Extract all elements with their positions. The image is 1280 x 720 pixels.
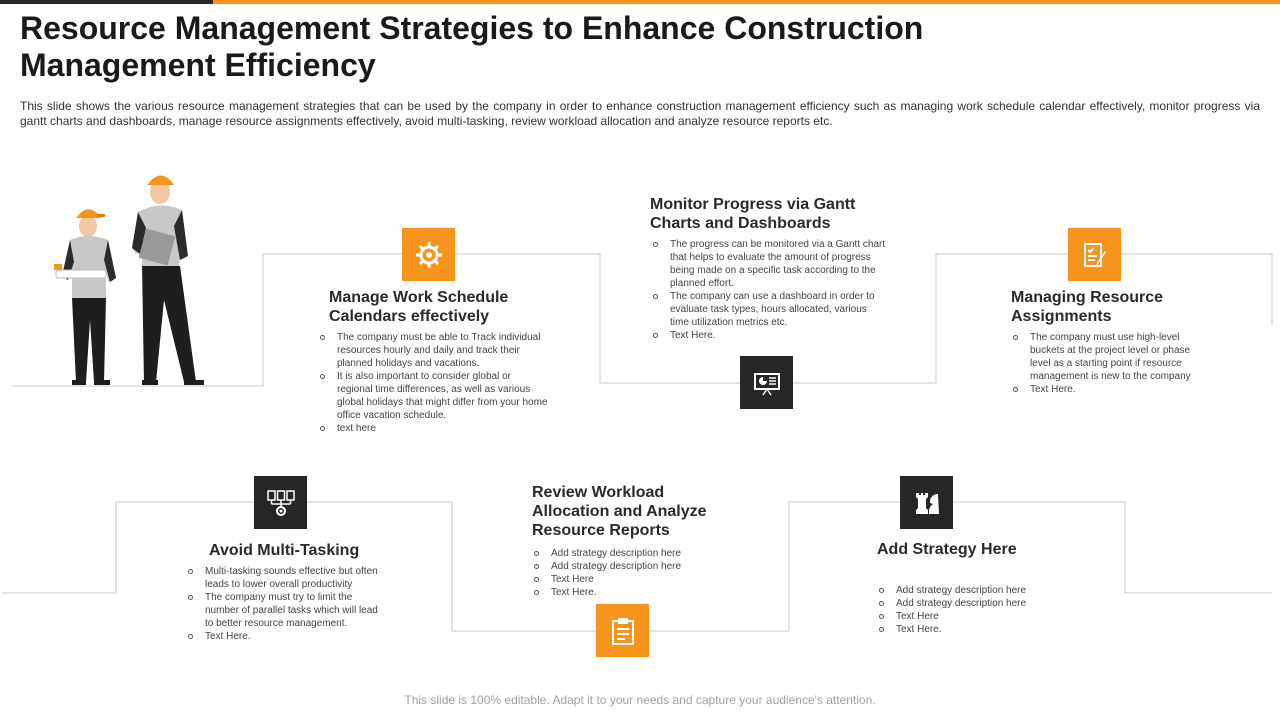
strategy-3-icon-box	[1068, 228, 1121, 281]
strategy-6-bullet: Text Here	[878, 610, 1078, 623]
page-title: Resource Management Strategies to Enhance Construction Management Efficiency	[20, 10, 924, 83]
strategy-3-bullets	[1012, 331, 1212, 396]
strategy-2-heading: Monitor Progress via Gantt Charts and Dashboards	[650, 196, 856, 232]
strategy-1-heading: Manage Work Schedule Calendars effectively	[329, 289, 509, 325]
strategy-5-icon-box	[596, 604, 649, 657]
strategy-1-bullet: text here	[319, 422, 549, 435]
network-icon	[265, 487, 297, 519]
page-description: This slide shows the various resource management strategies that can be used by the company in order to enhance construction management efficiency such as managing work schedule calendar effectively, monitor progress via gantt charts and dashboards, manage resource assignments effectively, avoid multi-tasking, review workload allocation and analyze resource reports etc.	[20, 99, 1260, 128]
strategy-4-bullet: Text Here.	[187, 630, 387, 643]
strategy-3-heading: Managing Resource Assignments	[1011, 289, 1164, 325]
strategy-1-bullet: The company must be able to Track individual resources hourly and daily and track their planned holidays and vacations.	[319, 331, 549, 370]
worker-left	[54, 209, 116, 385]
chess-icon	[912, 488, 942, 518]
strategy-6-heading: Add Strategy Here	[877, 541, 1017, 558]
strategy-6-bullet: Add strategy description here	[878, 584, 1078, 597]
strategy-6-bullet: Add strategy description here	[878, 597, 1078, 610]
strategy-6-icon-box	[900, 476, 953, 529]
strategy-1-bullet: It is also important to consider global or regional time differences, as well as various global holidays that might differ from your home office vacation schedule.	[319, 370, 549, 422]
strategy-3-bullet: Text Here.	[1012, 383, 1212, 396]
strategy-4-bullet: The company must try to limit the number of parallel tasks which will lead to better resource management.	[187, 591, 387, 630]
gear-icon	[414, 240, 444, 270]
strategy-5-heading: Review Workload Allocation and Analyze Resource Reports	[532, 484, 707, 539]
construction-workers-illustration	[50, 170, 210, 390]
footer-note: This slide is 100% editable. Adapt it to your needs and capture your audience's attention.	[404, 693, 876, 707]
strategy-4-bullet: Multi-tasking sounds effective but often leads to lower overall productivity	[187, 565, 387, 591]
strategy-2-bullet: Text Here.	[652, 329, 887, 342]
strategy-5-bullets	[533, 547, 733, 599]
strategy-5-bullet: Text Here	[533, 573, 733, 586]
clipboard-icon	[609, 616, 637, 646]
strategy-6-bullets	[878, 584, 1078, 636]
presentation-icon	[752, 368, 782, 398]
strategy-2-bullets	[652, 238, 887, 342]
strategy-4-icon-box	[254, 476, 307, 529]
strategy-2-bullet: The company can use a dashboard in order to evaluate task types, hours allocated, various time utilization metrics etc.	[652, 290, 887, 329]
strategy-6-bullet: Text Here.	[878, 623, 1078, 636]
strategy-5-bullet: Text Here.	[533, 586, 733, 599]
strategy-1-icon-box	[402, 228, 455, 281]
strategy-5-bullet: Add strategy description here	[533, 560, 733, 573]
strategy-2-icon-box	[740, 356, 793, 409]
strategy-2-bullet: The progress can be monitored via a Gantt chart that helps to evaluate the amount of progress being made on a specific task according to the planned effort.	[652, 238, 887, 290]
strategy-4-bullets	[187, 565, 387, 643]
checklist-icon	[1080, 240, 1110, 270]
worker-right	[132, 175, 204, 385]
strategy-5-bullet: Add strategy description here	[533, 547, 733, 560]
strategy-4-heading: Avoid Multi-Tasking	[209, 542, 360, 559]
strategy-1-bullets	[319, 331, 549, 435]
strategy-3-bullet: The company must use high-level buckets at the project level or phase level as a starting point if resource management is new to the company	[1012, 331, 1212, 383]
